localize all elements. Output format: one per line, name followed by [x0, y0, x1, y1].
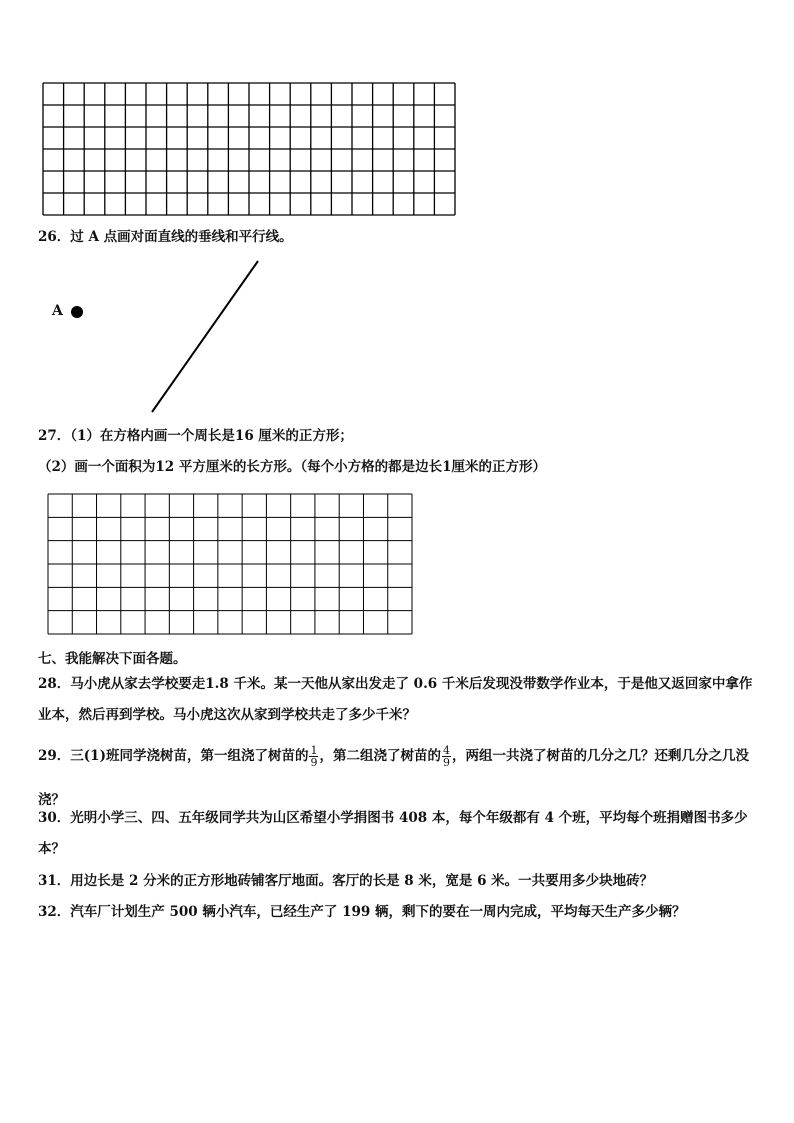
fraction-2-numerator: 4 — [442, 744, 450, 757]
fraction-2-denominator: 9 — [442, 756, 450, 769]
q29-text-1: 29．三(1)班同学浇树苗，第一组浇了树苗的 — [38, 748, 309, 764]
question-26: 26．过 A 点画对面直线的垂线和平行线。 — [38, 229, 293, 245]
section-7-heading: 七、我能解决下面各题。 — [38, 651, 187, 667]
grid-square-paper — [47, 493, 413, 635]
question-27-part1: 27．（1）在方格内画一个周长是16 厘米的正方形； — [38, 428, 353, 444]
question-31: 31．用边长是 2 分米的正方形地砖铺客厅地面。客厅的长是 8 米，宽是 6 米。一共要用多少块地砖？ — [38, 873, 654, 889]
fraction-1-denominator: 9 — [310, 756, 318, 769]
fraction-1-9 — [309, 745, 318, 768]
q29-text-2: ，第二组浇了树苗的 — [319, 748, 441, 764]
fraction-1-numerator: 1 — [310, 744, 318, 757]
slanted-line — [148, 258, 262, 416]
point-a-dot — [68, 303, 86, 321]
q29-text-3: ，两组一共浇了树苗的几分之几？还剩几分之几没浇？ — [38, 748, 749, 808]
question-30: 30．光明小学三、四、五年级同学共为山区希望小学捐图书 408 本，每个年级都有 4 个班，平均每个班捐赠图书多少本？ — [38, 810, 748, 857]
grid-top — [42, 82, 456, 216]
question-32: 32．汽车厂计划生产 500 辆小汽车，已经生产了 199 辆，剩下的要在一周内完成，平均每天生产多少辆？ — [38, 904, 686, 920]
fraction-4-9 — [442, 745, 451, 768]
question-27-part2: （2）画一个面积为12 平方厘米的长方形。（每个小方格的都是边长1厘米的正方形） — [38, 459, 547, 475]
point-a-label: A — [52, 303, 63, 319]
question-28: 28．马小虎从家去学校要走1.8 千米。某一天他从家出发走了 0.6 千米后发现没带数学作业本，于是他又返回家中拿作业本，然后再到学校。马小虎这次从家到学校共走了多少千米？ — [38, 676, 753, 723]
